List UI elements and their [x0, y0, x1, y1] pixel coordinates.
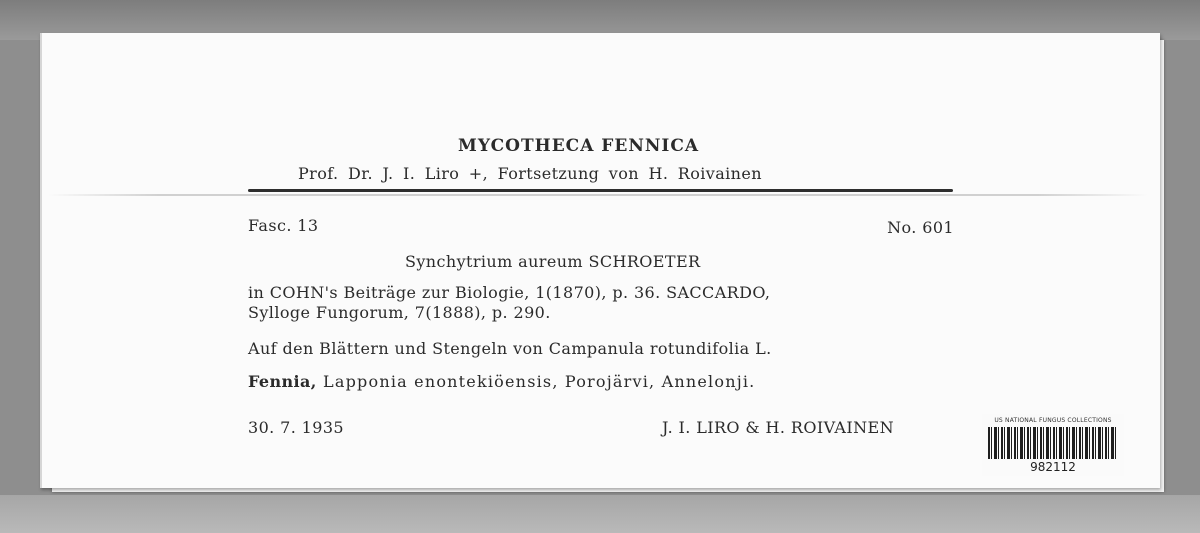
citation-line-2: Sylloge Fungorum, 7(1888), p. 290.	[248, 303, 551, 322]
citation-line-1: in COHN's Beiträge zur Biologie, 1(1870), p. 36. SACCARDO,	[248, 283, 771, 302]
barcode-number: 982112	[1030, 460, 1076, 474]
specimen-number: No. 601	[887, 218, 954, 237]
locality	[248, 372, 755, 391]
collection-editors: Prof. Dr. J. I. Liro +, Fortsetzung von H. Roivainen	[298, 164, 762, 183]
collection-date: 30. 7. 1935	[248, 418, 345, 437]
barcode-heading: US NATIONAL FUNGUS COLLECTIONS	[994, 417, 1112, 424]
barcode-label	[982, 414, 1124, 476]
locality-detail: Lapponia enontekiöensis, Porojärvi, Annelonji.	[316, 372, 756, 391]
locality-country: Fennia,	[248, 372, 317, 391]
envelope-fold	[48, 194, 1148, 196]
collectors: J. I. LIRO & H. ROIVAINEN	[662, 418, 894, 437]
host-description: Auf den Blättern und Stengeln von Campanula rotundifolia L.	[248, 339, 772, 358]
title-rule	[248, 189, 953, 192]
barcode-icon	[988, 427, 1118, 459]
species-name: Synchytrium aureum SCHROETER	[405, 252, 701, 271]
background-bottom	[0, 495, 1200, 533]
collection-title: MYCOTHECA FENNICA	[458, 136, 700, 156]
fascicle-number: Fasc. 13	[248, 216, 319, 235]
